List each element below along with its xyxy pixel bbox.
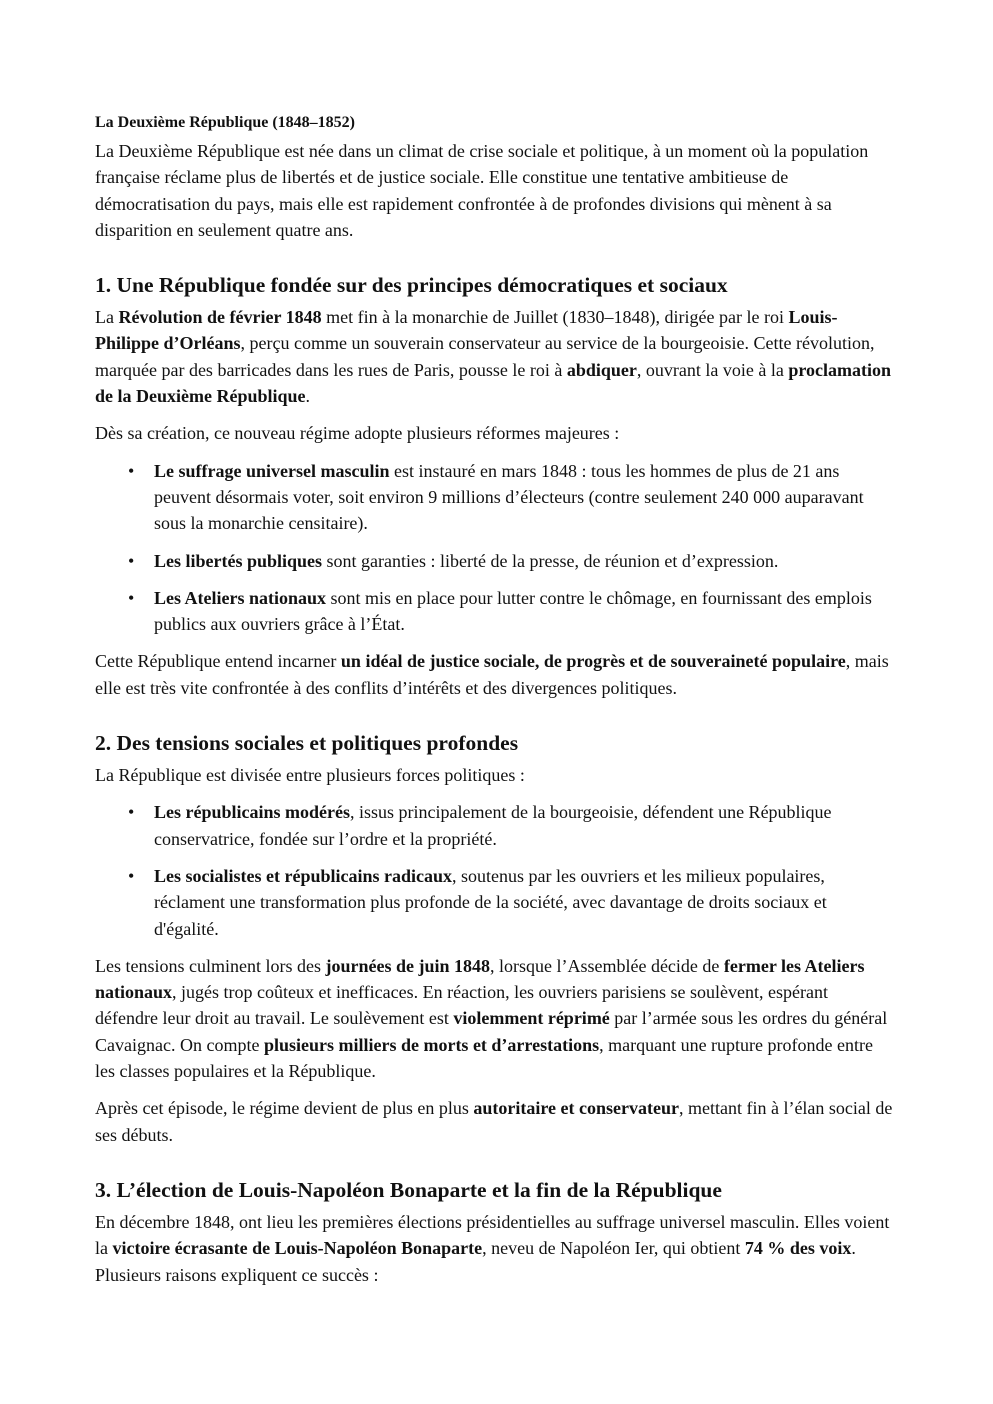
bold-phrase: 74 % des voix (744, 1238, 852, 1259)
intro-paragraph: La Deuxième République est née dans un climat de crise sociale et politique, à un moment où la population française réclame plus de libertés et de justice sociale. Elle constitue une tentative ambitieuse de démocratisation du pays, mais elle est rapidement confrontée à de profondes divisions qui mènent à sa disparition en seulement quatre ans. (95, 141, 869, 240)
bold-phrase: autoritaire et conservateur (473, 1098, 679, 1119)
bold-phrase: Révolution de février 1848 (118, 307, 322, 328)
list-item: • Les socialistes et républicains radicaux, soutenus par les ouvriers et les milieux populaires, réclament une transformation plus profonde de la société, avec davantage de droits sociaux et d'égalité. (95, 863, 895, 942)
bold-phrase: victoire écrasante de Louis-Napoléon Bonaparte (112, 1238, 483, 1259)
section-3-paragraph-1: En décembre 1848, ont lieu les premières élections présidentielles au suffrage universel masculin. Elles voient la victoire écrasante de Louis-Napoléon Bonaparte, neveu de Napoléon Ier, qui obtient 74 % des voix. Plusieurs raisons expliquent ce succès : (95, 1211, 890, 1285)
bullet-icon: • (128, 865, 135, 886)
section-2-paragraph-1: La République est divisée entre plusieurs forces politiques : (95, 765, 525, 786)
section-1-paragraph-1: La Révolution de février 1848 met fin à la monarchie de Juillet (1830–1848), dirigée par le roi Louis-Philippe d’Orléans, perçu comme un souverain conservateur au service de la bourgeoisie. Cette révolution, marquée par des barricades dans les rues de Paris, pousse le roi à abdiquer, ouvrant la voie à la proclamation de la Deuxième République. (95, 307, 891, 407)
section-2-paragraph-2: Les tensions culminent lors des journées de juin 1848, lorsque l’Assemblée décide de fermer les Ateliers nationaux, jugés trop coûteux et inefficaces. En réaction, les ouvriers parisiens se soulèvent, espérant défendre leur droit au travail. Le soulèvement est violemment réprimé par l’armée sous les ordres du général Cavaignac. On compte plusieurs milliers de morts et d’arrestations, marquant une rupture profonde entre les classes populaires et la République. (95, 955, 888, 1082)
bullet-icon: • (128, 550, 135, 571)
bold-phrase: Louis-Philippe d’Orléans (95, 307, 838, 354)
bullet-icon: • (128, 587, 135, 608)
bullet-icon: • (128, 460, 135, 481)
section-1-paragraph-2: Dès sa création, ce nouveau régime adopte plusieurs réformes majeures : (95, 423, 620, 444)
bold-phrase: journées de juin 1848 (325, 955, 490, 976)
section-1-heading: 1. Une République fondée sur des principes démocratiques et sociaux (95, 273, 728, 298)
section-1-paragraph-3: Cette République entend incarner un idéal de justice sociale, de progrès et de souveraineté populaire, mais elle est très vite confrontée à des conflits d’intérêts et des divergences politiques. (95, 651, 889, 698)
list-item: • Les libertés publiques sont garanties : liberté de la presse, de réunion et d’expression. (95, 548, 895, 574)
list-item: • Les républicains modérés, issus principalement de la bourgeoisie, défendent une République conservatrice, fondée sur l’ordre et la propriété. (95, 799, 895, 852)
document-title: La Deuxième République (1848–1852) (95, 114, 355, 131)
section-3-heading: 3. L’élection de Louis-Napoléon Bonaparte et la fin de la République (95, 1177, 722, 1202)
bold-phrase: plusieurs milliers de morts et d’arrestations (263, 1034, 600, 1055)
section-2-paragraph-3: Après cet épisode, le régime devient de plus en plus autoritaire et conservateur, mettant fin à l’élan social de ses débuts. (95, 1098, 893, 1145)
section-2-heading: 2. Des tensions sociales et politiques profondes (95, 731, 519, 756)
list-item: • Le suffrage universel masculin est instauré en mars 1848 : tous les hommes de plus de 21 ans peuvent désormais voter, soit environ 9 millions d’électeurs (contre seulement 240 000 auparavant sous la monarchie censitaire). (95, 458, 895, 537)
list-item: • Les Ateliers nationaux sont mis en place pour lutter contre le chômage, en fournissant des emplois publics aux ouvriers grâce à l’État. (95, 585, 895, 638)
bold-phrase: proclamation de la Deuxième République (95, 359, 891, 407)
document-body (95, 112, 895, 1299)
bold-phrase: abdiquer (566, 359, 637, 380)
bold-phrase: violemment réprimé (453, 1008, 610, 1029)
bold-phrase: un idéal de justice sociale, de progrès et de souveraineté populaire (340, 651, 846, 672)
section-2-bullet-list (95, 799, 895, 941)
bold-phrase: fermer les Ateliers nationaux (95, 955, 865, 1003)
section-1-bullet-list (95, 458, 895, 638)
bullet-icon: • (128, 802, 135, 823)
